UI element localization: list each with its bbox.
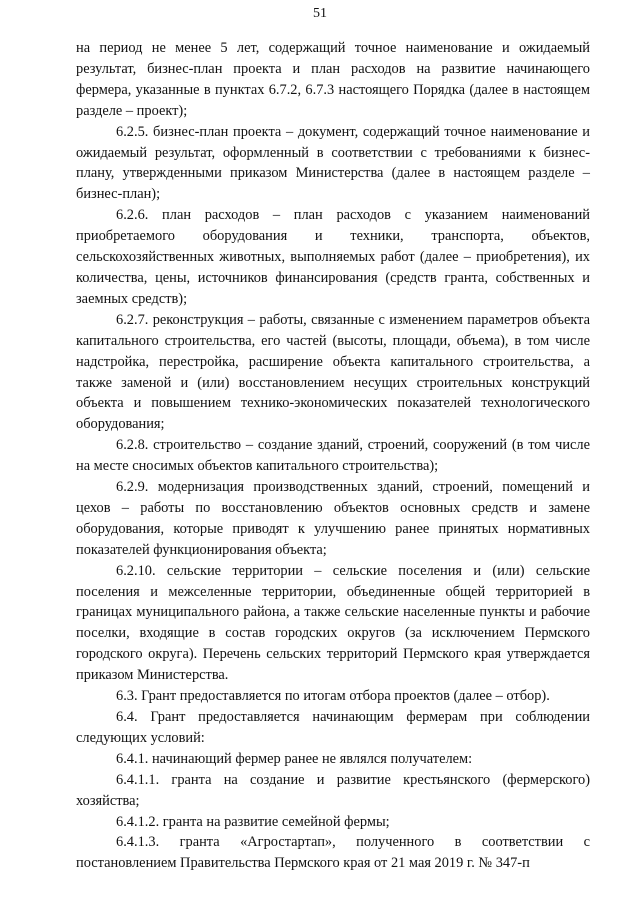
paragraph-6-2-8: 6.2.8. строительство – создание зданий, строений, сооружений (в том числе на месте сносимых объектов капитального строительства);	[76, 437, 590, 475]
paragraph-6-4-1-2: 6.4.1.2. гранта на развитие семейной фермы;	[116, 813, 390, 830]
paragraph-continuation: на период не менее 5 лет, содержащий точное наименование и ожидаемый результат, бизнес-план проекта и план расходов на развитие начинающего фермера, указанные в пунктах 6.7.2, 6.7.3 настоящего Порядка (далее в настоящем разделе – проект);	[76, 40, 590, 119]
paragraph-6-2-6: 6.2.6. план расходов – план расходов с указанием наименований приобретаемого оборудования и техники, транспорта, объектов, сельскохозяйственных животных, выполняемых работ (далее – приобретения), их количества, цены, источников финансирования (средств гранта, собственных и заемных средств);	[76, 207, 590, 307]
page-number: 51	[313, 6, 327, 21]
paragraph-6-4: 6.4. Грант предоставляется начинающим фермерам при соблюдении следующих условий:	[76, 709, 590, 746]
paragraph-6-2-10: 6.2.10. сельские территории – сельские поселения и (или) сельские поселения и межселенные территории, объединенные общей территорией в границах муниципального района, а также сельские населенные пункты и рабочие поселки, входящие в состав городских округов (за исключением Пермского городского округа). Перечень сельских территорий Пермского края утверждается приказом Министерства.	[76, 562, 590, 684]
document-body	[76, 38, 590, 874]
paragraph-6-4-1: 6.4.1. начинающий фермер ранее не являлся получателем:	[116, 750, 473, 767]
paragraph-6-4-1-3: 6.4.1.3. гранта «Агростартап», полученного в соответствии с постановлением Правительства Пермского края от 21 мая 2019 г. № 347-п	[76, 834, 590, 872]
paragraph-6-2-5: 6.2.5. бизнес-план проекта – документ, содержащий точное наименование и ожидаемый результат, оформленный в соответствии с требованиями к бизнес-плану, утвержденными приказом Министерства (далее в настоящем разделе – бизнес-план);	[76, 123, 590, 203]
paragraph-6-3: 6.3. Грант предоставляется по итогам отбора проектов (далее – отбор).	[116, 688, 550, 705]
paragraph-6-2-7: 6.2.7. реконструкция – работы, связанные с изменением параметров объекта капитального строительства, его частей (высоты, площади, объема), в том числе надстройка, перестройка, расширение объекта капитального строительства, а также заменой и (или) восстановлением несущих строительных конструкций объекта и повышением технико-экономических показателей технологического оборудования;	[76, 311, 590, 433]
paragraph-6-2-9: 6.2.9. модернизация производственных зданий, строений, помещений и цехов – работы по восстановлению объектов основных средств и замене оборудования, которые приводят к улучшению ранее принятых нормативных показателей функционирования объекта;	[76, 479, 590, 558]
paragraph-6-4-1-1: 6.4.1.1. гранта на создание и развитие крестьянского (фермерского) хозяйства;	[76, 771, 590, 809]
